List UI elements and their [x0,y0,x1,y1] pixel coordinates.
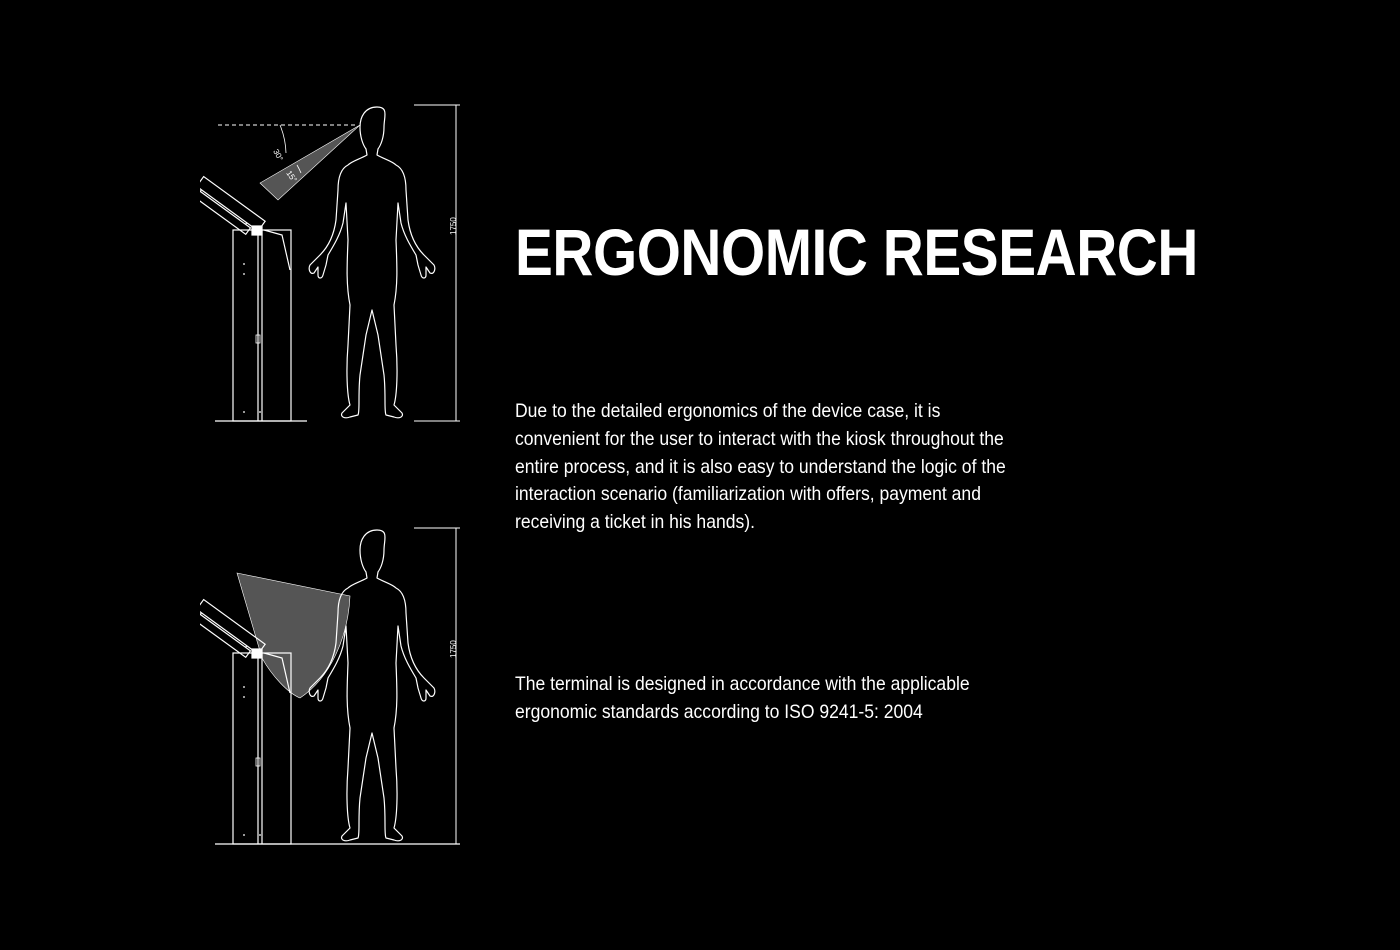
description-paragraph-ergonomics: Due to the detailed ergonomics of the device case, it is convenient for the user to interact with the kiosk throughout the entire process, and it is also easy to understand the logic of the interaction scenario (familiarization with offers, payment and receiving a ticket in his hands). [515,400,1006,534]
diagram-svg-bottom [200,518,480,858]
height-dimension [414,105,460,421]
angle-arc-30 [280,125,286,153]
ergonomic-diagram-viewing-angle [200,95,480,435]
height-label: 1750 [449,640,458,658]
human-silhouette [309,530,435,841]
height-label: 1750 [449,217,458,235]
description-paragraph-standards: The terminal is designed in accordance with the applicable ergonomic standards according to ISO 9241-5: 2004 [515,673,970,723]
diagram-svg-top [200,95,480,435]
height-dimension [414,528,460,844]
angle-label-30: 30° [271,147,285,163]
angle-label-15: 15° [284,168,299,185]
kiosk-silhouette [200,177,291,421]
page-title: ERGONOMIC RESEARCH [515,215,1198,289]
viewing-cone [260,125,360,200]
ergonomic-diagram-reach-zone [200,518,480,858]
